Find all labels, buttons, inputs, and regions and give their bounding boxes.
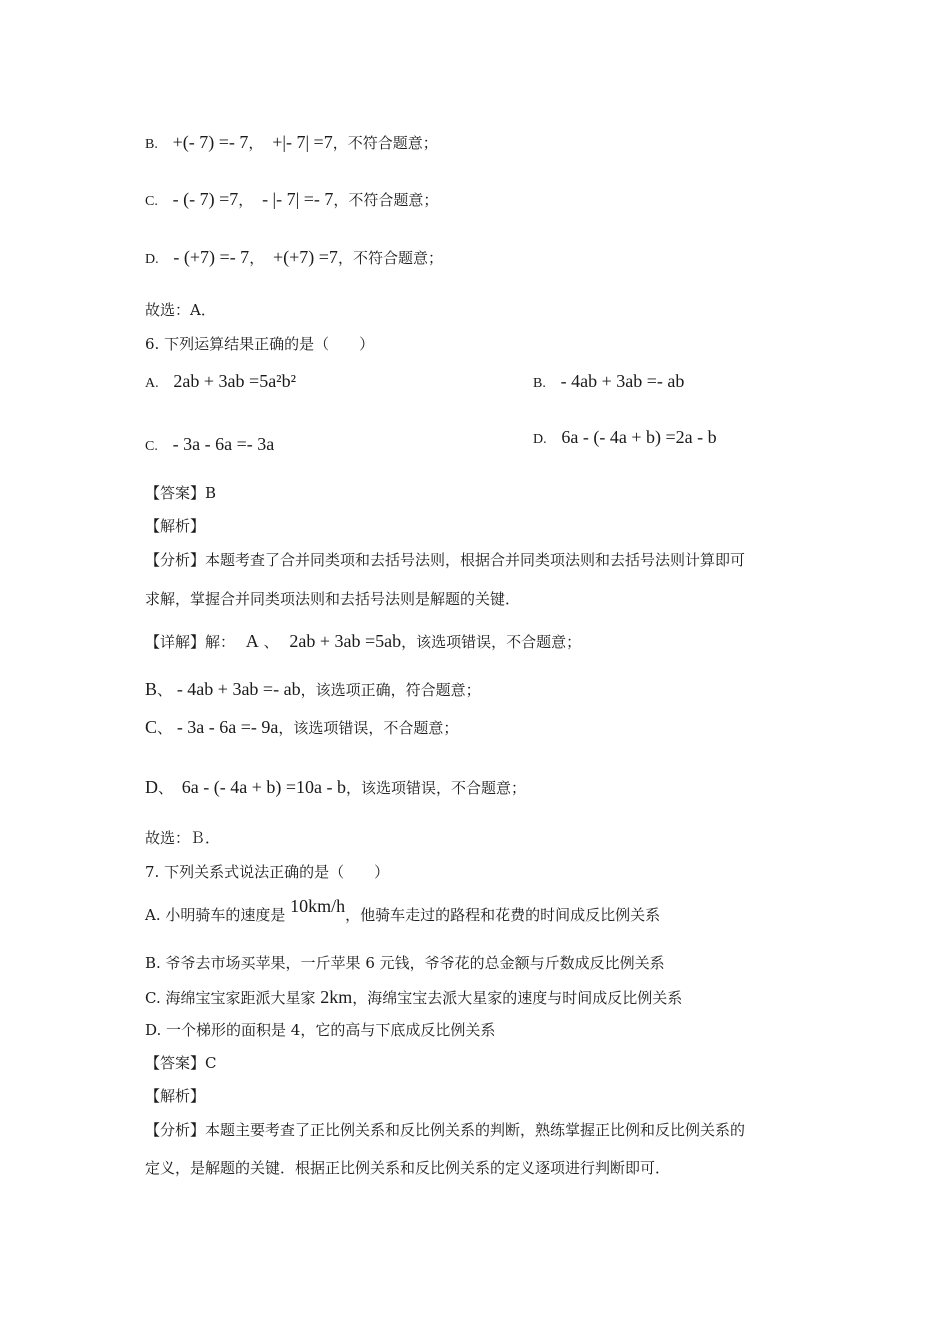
option-label: A (245, 631, 259, 651)
detail-prefix: 【详解】解： (145, 633, 236, 651)
q5-choice: 故选：A． (145, 301, 216, 319)
option-label: C. (145, 439, 158, 454)
detail-tail: ，该选项错误，不合题意； (346, 779, 527, 797)
separator: 、 (157, 681, 173, 699)
math-expression: 6a - (- 4a + b) =2a - b (561, 427, 717, 447)
option-text: A. 小明骑车的速度是 (145, 906, 286, 924)
q5-option-d (145, 248, 443, 267)
math-expression: - 4ab + 3ab =- ab (560, 371, 685, 391)
q5-option-b (145, 133, 438, 152)
q7-option-b: B. 爷爷去市场买苹果，一斤苹果 6 元钱，爷爷花的总金额与斤数成反比例关系 (145, 954, 665, 972)
math-expression: - 4ab + 3ab =- ab (176, 679, 301, 699)
q6-option-c (145, 435, 274, 454)
math-expression: +|- 7| =7 (272, 132, 333, 152)
q6-option-b (533, 372, 684, 391)
detail-tail: ，该选项错误，不合题意； (278, 719, 459, 737)
option-label: C (145, 717, 158, 737)
q6-option-a (145, 372, 296, 391)
q6-detail-a (145, 632, 581, 650)
separator: ， (249, 249, 265, 267)
q7-stem: 7. 下列关系式说法正确的是（ ） (145, 863, 390, 881)
q6-choice: 故选：Ｂ． (145, 829, 221, 847)
q5-option-c (145, 190, 438, 209)
separator: ， (238, 191, 254, 209)
q6-detail-d (145, 778, 526, 796)
option-tail: ，不符合题意； (337, 249, 443, 267)
math-expression: +(+7) =7 (272, 247, 338, 267)
q6-stem: 6. 下列运算结果正确的是（ ） (145, 335, 375, 353)
option-label: B. (145, 137, 158, 152)
math-unit: 2km (320, 987, 353, 1007)
option-tail: ，不符合题意； (332, 134, 438, 152)
q7-analysis-line-2: 定义，是解题的关键．根据正比例关系和反比例关系的定义逐项进行判断即可． (145, 1159, 671, 1177)
detail-tail: ，该选项正确，符合题意； (300, 681, 481, 699)
math-expression: 2ab + 3ab =5ab (289, 631, 402, 651)
math-expression: 6a - (- 4a + b) =10a - b (181, 777, 347, 797)
option-label: A. (145, 376, 159, 391)
math-expression: - (+7) =- 7 (173, 247, 250, 267)
math-expression: - 3a - 6a =- 3a (172, 434, 275, 454)
option-text: ，他骑车走过的路程和花费的时间成反比例关系 (345, 906, 661, 924)
q7-option-c (145, 988, 682, 1006)
q6-analysis-line-1: 【分析】本题考查了合并同类项和去括号法则，根据合并同类项法则和去括号法则计算即可 (145, 551, 746, 569)
q6-analysis-line-2: 求解，掌握合并同类项法则和去括号法则是解题的关键． (145, 590, 521, 608)
q6-analysis-title: 【解析】 (145, 517, 206, 535)
option-label: D (145, 777, 158, 797)
separator: 、 (263, 633, 279, 651)
math-expression: 2ab + 3ab =5a²b² (173, 371, 296, 391)
option-text: ，海绵宝宝去派大星家的速度与时间成反比例关系 (352, 989, 683, 1007)
option-label: B (145, 679, 158, 699)
q7-answer: 【答案】C (145, 1054, 217, 1072)
option-text: C. 海绵宝宝家距派大星家 (145, 989, 316, 1007)
option-tail: ，不符合题意； (333, 191, 439, 209)
option-label: D. (145, 252, 159, 267)
separator: 、 (157, 719, 173, 737)
detail-tail: ，该选项错误，不合题意； (401, 633, 582, 651)
math-expression: +(- 7) =- 7 (172, 132, 249, 152)
math-unit: 10km/h (290, 896, 346, 916)
separator: 、 (158, 779, 174, 797)
q6-option-d (533, 428, 717, 447)
q7-analysis-line-1: 【分析】本题主要考查了正比例关系和反比例关系的判断，熟练掌握正比例和反比例关系的 (145, 1121, 746, 1139)
math-expression: - |- 7| =- 7 (262, 189, 334, 209)
q7-option-d: D. 一个梯形的面积是 4，它的高与下底成反比例关系 (145, 1021, 496, 1039)
math-expression: - 3a - 6a =- 9a (176, 717, 279, 737)
q7-option-a (145, 896, 661, 924)
q6-detail-b (145, 680, 481, 698)
option-label: B. (533, 376, 546, 391)
option-label: C. (145, 194, 158, 209)
option-label: D. (533, 432, 547, 447)
q6-detail-c (145, 718, 458, 736)
q6-answer: 【答案】B (145, 484, 217, 502)
math-expression: - (- 7) =7 (172, 189, 239, 209)
q7-analysis-title: 【解析】 (145, 1087, 206, 1105)
separator: ， (248, 134, 264, 152)
